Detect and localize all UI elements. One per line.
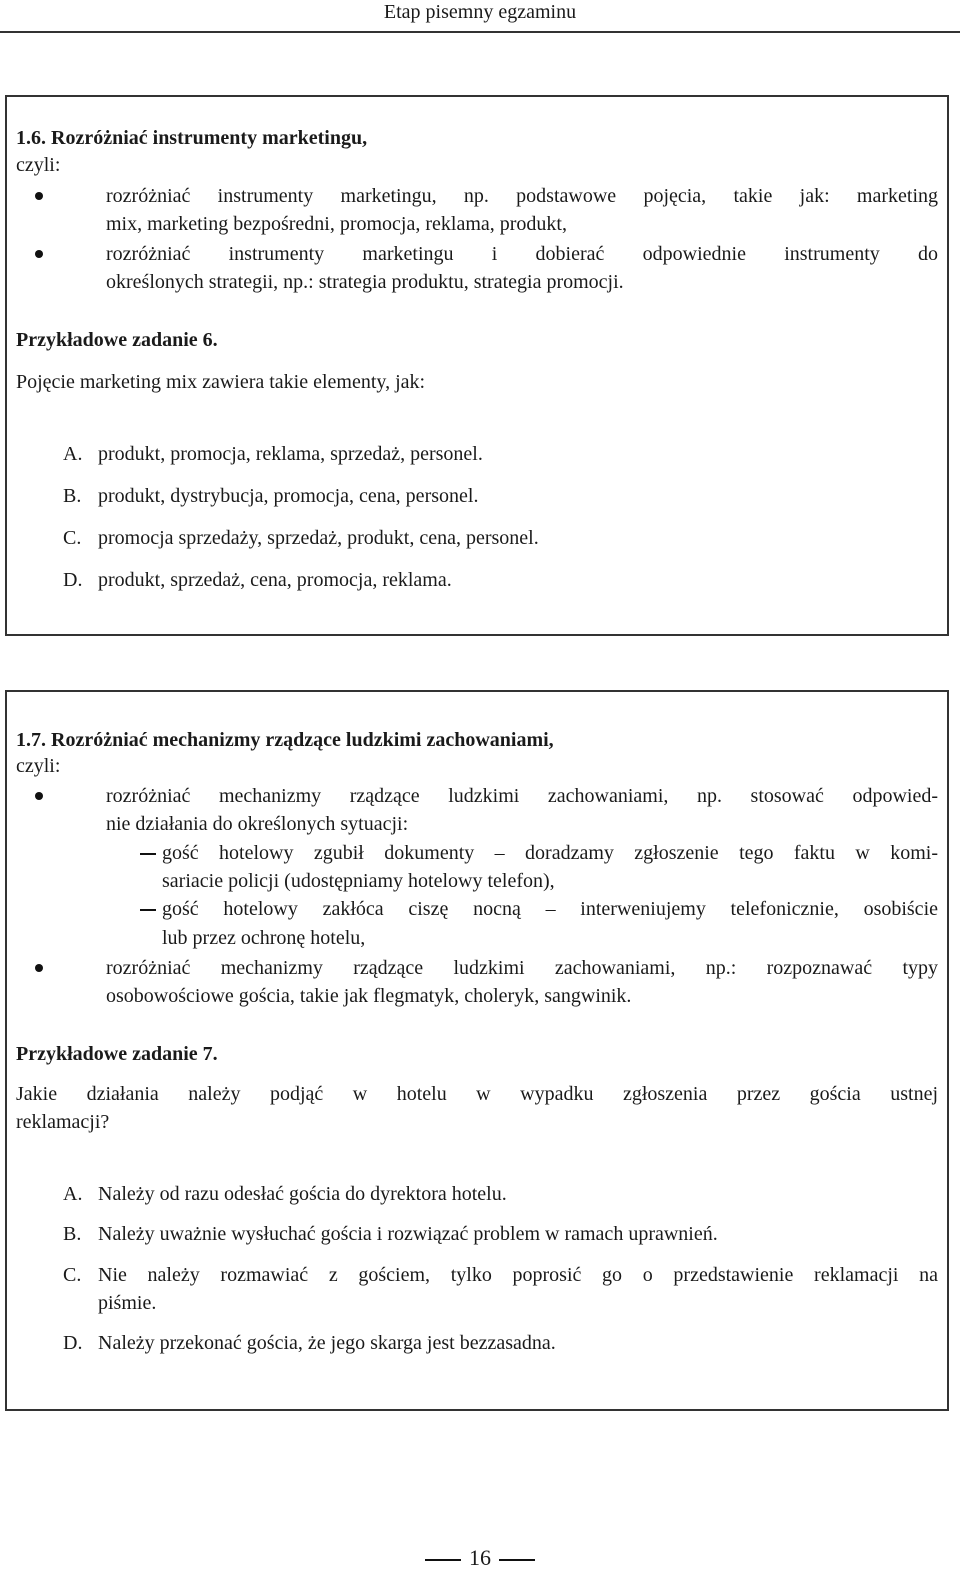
example-6-option-c-letter: C. xyxy=(63,527,82,549)
example-7-question-line-2: reklamacji? xyxy=(16,1111,110,1133)
section-1-6-bullet-1-line-2: mix, marketing bezpośredni, promocja, reklama, produkt, xyxy=(106,213,567,235)
bullet-icon xyxy=(35,250,43,258)
example-7-option-c-letter: C. xyxy=(63,1264,82,1286)
section-1-6-bullet-1-line-1: rozróżniać instrumenty marketingu, np. podstawowe pojęcia, takie jak: marketing xyxy=(106,185,938,207)
section-1-6-bullet-2-line-2: określonych strategii, np.: strategia produktu, strategia promocji. xyxy=(106,271,624,293)
section-1-7-dash-1-line-1: gość hotelowy zgubił dokumenty – doradzamy zgłoszenie tego faktu w komi- xyxy=(162,842,938,864)
page-number xyxy=(0,1545,960,1571)
section-1-6-heading: 1.6. Rozróżniać instrumenty marketingu, xyxy=(16,127,368,149)
bullet-icon xyxy=(35,792,43,800)
section-1-7-czyli: czyli: xyxy=(16,755,61,777)
section-1-7-bullet-1-line-2: nie działania do określonych sytuacji: xyxy=(106,813,409,835)
example-6-option-c: promocja sprzedaży, sprzedaż, produkt, cena, personel. xyxy=(98,527,539,549)
example-7-option-b: Należy uważnie wysłuchać gościa i rozwiązać problem w ramach uprawnień. xyxy=(98,1223,718,1245)
example-6-option-a-letter: A. xyxy=(63,443,83,465)
example-7-option-d-letter: D. xyxy=(63,1332,83,1354)
example-6-question: Pojęcie marketing mix zawiera takie elementy, jak: xyxy=(16,371,426,393)
section-1-7-bullet-2-line-2: osobowościowe gościa, takie jak flegmatyk, choleryk, sangwinik. xyxy=(106,985,632,1007)
header-rule xyxy=(0,31,960,33)
example-7-option-c: Nie należy rozmawiać z gościem, tylko poprosić go o przedstawienie reklamacji na xyxy=(98,1264,938,1286)
section-1-7-dash-2-line-1: gość hotelowy zakłóca ciszę nocną – interweniujemy telefonicznie, osobiście xyxy=(162,898,938,920)
page-number-value: 16 xyxy=(469,1545,491,1570)
example-7-question-line-1: Jakie działania należy podjąć w hotelu w wypadku zgłoszenia przez gościa ustnej xyxy=(16,1083,938,1105)
section-1-7-dash-1-line-2: sariacie policji (udostępniamy hotelowy telefon), xyxy=(162,870,555,892)
example-6-option-a: produkt, promocja, reklama, sprzedaż, personel. xyxy=(98,443,483,465)
example-6-title: Przykładowe zadanie 6. xyxy=(16,329,218,351)
dash-icon xyxy=(499,1559,535,1561)
example-6-option-b-letter: B. xyxy=(63,485,82,507)
dash-icon xyxy=(140,853,156,855)
dash-icon xyxy=(425,1559,461,1561)
example-6-option-b: produkt, dystrybucja, promocja, cena, personel. xyxy=(98,485,479,507)
section-1-6-bullet-2-line-1: rozróżniać instrumenty marketingu i dobierać odpowiednie instrumenty do xyxy=(106,243,938,265)
example-7-option-a-letter: A. xyxy=(63,1183,83,1205)
example-7-option-a: Należy od razu odesłać gościa do dyrektora hotelu. xyxy=(98,1183,507,1205)
dash-icon xyxy=(140,909,156,911)
bullet-icon xyxy=(35,192,43,200)
section-1-6-box xyxy=(5,95,949,636)
example-7-title: Przykładowe zadanie 7. xyxy=(16,1043,218,1065)
example-7-option-b-letter: B. xyxy=(63,1223,82,1245)
example-6-option-d: produkt, sprzedaż, cena, promocja, reklama. xyxy=(98,569,452,591)
running-header: Etap pisemny egzaminu xyxy=(383,1,577,23)
bullet-icon xyxy=(35,964,43,972)
section-1-7-bullet-1-line-1: rozróżniać mechanizmy rządzące ludzkimi zachowaniami, np. stosować odpowied- xyxy=(106,785,938,807)
section-1-7-dash-2-line-2: lub przez ochronę hotelu, xyxy=(162,927,366,949)
example-7-option-d: Należy przekonać gościa, że jego skarga jest bezzasadna. xyxy=(98,1332,556,1354)
section-1-7-bullet-2-line-1: rozróżniać mechanizmy rządzące ludzkimi zachowaniami, np.: rozpoznawać typy xyxy=(106,957,938,979)
section-1-6-czyli: czyli: xyxy=(16,154,61,176)
section-1-7-heading: 1.7. Rozróżniać mechanizmy rządzące ludzkimi zachowaniami, xyxy=(16,729,554,751)
example-6-option-d-letter: D. xyxy=(63,569,83,591)
example-7-option-c-line-2: piśmie. xyxy=(98,1292,157,1314)
